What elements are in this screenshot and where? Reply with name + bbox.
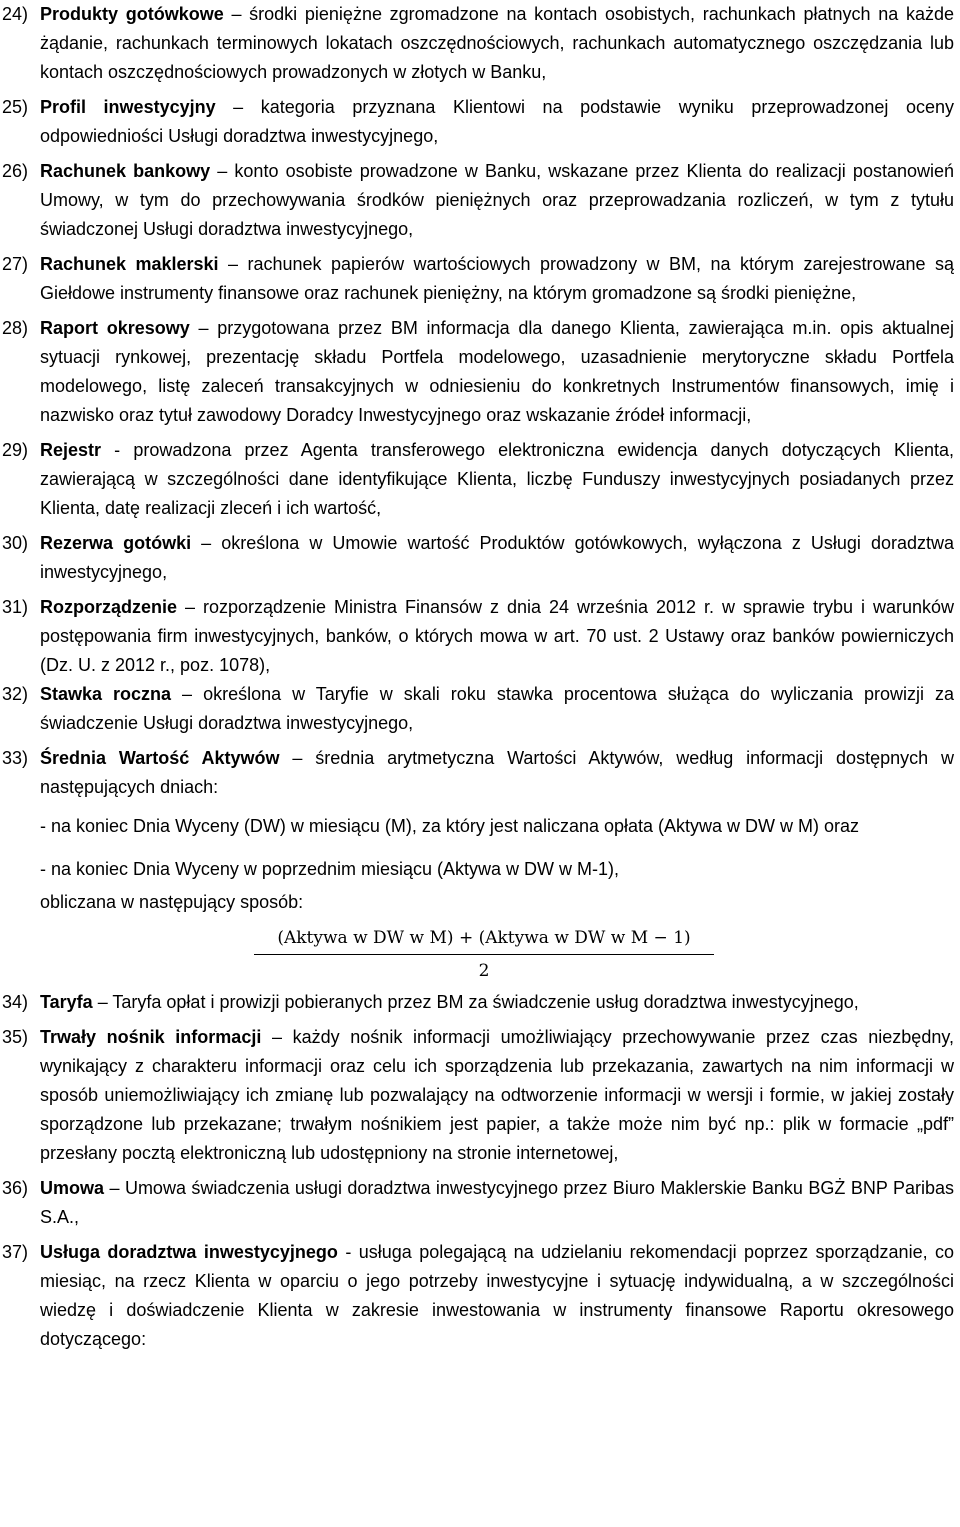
defined-term: Średnia Wartość Aktywów <box>40 748 280 768</box>
definition-29 <box>2 436 954 523</box>
definition-text: – Taryfa opłat i prowizji pobieranych przez BM za świadczenie usług doradztwa inwestycyjnego, <box>92 992 859 1012</box>
defined-term: Rachunek bankowy <box>40 161 211 181</box>
item-number: 26) <box>2 161 29 181</box>
defined-term: Stawka roczna <box>40 684 172 704</box>
item-number: 29) <box>2 440 29 460</box>
definition-text: – rozporządzenie Ministra Finansów z dnia 24 września 2012 r. w sprawie trybu i warunków postępowania firm inwestycyjnych, banków, o których mowa w art. 70 ust. 2 Ustawy oraz banków powierniczych (Dz. U. z 2012 r., poz. 1078), <box>40 597 954 675</box>
definition-text: - prowadzona przez Agenta transferowego elektroniczna ewidencja danych dotyczących Klienta, zawierającą w szczególności dane identyfikujące Klienta, liczbę Funduszy inwestycyjnych posiadanych przez Klienta, datę realizacji zleceń i ich wartość, <box>40 440 954 518</box>
definition-30 <box>2 529 954 587</box>
item-number: 36) <box>2 1178 29 1198</box>
definition-33 <box>2 744 954 802</box>
item-number: 35) <box>2 1027 29 1047</box>
average-assets-formula <box>254 925 714 984</box>
item-number: 27) <box>2 254 29 274</box>
definition-text: - usługa polegającą na udzielaniu rekomendacji poprzez sporządzanie, co miesiąc, na rzecz Klienta w oparciu o jego potrzeby inwestycyjne i sytuację indywidualną, a w szczególności wiedzę i doświadczenie Klienta w zakresie inwestowania w instrumenty finansowe Raportu okresowego dotyczącego: <box>40 1242 955 1349</box>
defined-term: Rozporządzenie <box>40 597 178 617</box>
definition-text: – Umowa świadczenia usługi doradztwa inwestycyjnego przez Biuro Maklerskie Banku BGŻ BNP Paribas S.A., <box>40 1178 954 1227</box>
item-number: 30) <box>2 533 29 553</box>
definition-text: – rachunek papierów wartościowych prowadzony w BM, na którym zarejestrowane są Giełdowe instrumenty finansowe oraz rachunek pieniężny, na którym gromadzone są środki pieniężne, <box>40 254 954 303</box>
formula-denominator: 2 <box>478 961 490 981</box>
definition-34 <box>2 988 954 1017</box>
definition-27 <box>2 250 954 308</box>
defined-term: Rezerwa gotówki <box>40 533 192 553</box>
definition-26 <box>2 157 954 244</box>
formula-numerator: (Aktywa w DW w M) + (Aktywa w DW w M − 1) <box>254 925 714 955</box>
definition-text: – konto osobiste prowadzone w Banku, wskazane przez Klienta do realizacji postanowień Umowy, w tym do przechowywania środków pieniężnych oraz przeprowadzania rozliczeń, w tym z tytułu świadczonej Usługi doradztwa inwestycyjnego, <box>40 161 955 239</box>
sub-point: - na koniec Dnia Wyceny (DW) w miesiącu (M), za który jest naliczana opłata (Aktywa w DW w M) oraz <box>40 816 860 836</box>
defined-term: Taryfa <box>40 992 93 1012</box>
item-number: 31) <box>2 597 29 617</box>
item-number: 28) <box>2 318 29 338</box>
definition-35 <box>2 1023 954 1168</box>
item-number: 32) <box>2 684 29 704</box>
item-number: 37) <box>2 1242 29 1262</box>
definition-25 <box>2 93 954 151</box>
definition-text: – kategoria przyznana Klientowi na podstawie wyniku przeprowadzonej oceny odpowiedniości Usługi doradztwa inwestycyjnego, <box>40 97 955 146</box>
defined-term: Produkty gotówkowe <box>40 4 224 24</box>
sub-point: - na koniec Dnia Wyceny w poprzednim miesiącu (Aktywa w DW w M-1), <box>40 859 619 879</box>
definition-37 <box>2 1238 954 1354</box>
definition-text: – środki pieniężne zgromadzone na kontach osobistych, rachunkach płatnych na każde żądanie, rachunkach terminowych lokatach oszczędnościowych, rachunkach automatycznego oszczędzania lub kontach oszczędnościowych prowadzonych w złotych w Banku, <box>40 4 954 82</box>
definition-text: – określona w Umowie wartość Produktów gotówkowych, wyłączona z Usługi doradztwa inwestycyjnego, <box>40 533 954 582</box>
defined-term: Raport okresowy <box>40 318 190 338</box>
definition-36 <box>2 1174 954 1232</box>
definition-text: – przygotowana przez BM informacja dla danego Klienta, zawierająca m.in. opis aktualnej sytuacji rynkowej, prezentację składu Portfela modelowego, uzasadnienie merytoryczne składu Portfela modelowego, listę zaleceń transakcyjnych w odniesieniu do konkretnych Instrumentów finansowych, imię i nazwisko oraz tytuł zawodowy Doradcy Inwestycyjnego oraz wskazanie źródeł informacji, <box>40 318 954 425</box>
sub-point: obliczana w następujący sposób: <box>40 892 304 912</box>
item-number: 25) <box>2 97 29 117</box>
defined-term: Rejestr <box>40 440 102 460</box>
defined-term: Rachunek maklerski <box>40 254 219 274</box>
item-number: 34) <box>2 992 29 1012</box>
item-number: 33) <box>2 748 29 768</box>
defined-term: Usługa doradztwa inwestycyjnego <box>40 1242 338 1262</box>
defined-term: Profil inwestycyjny <box>40 97 216 117</box>
definition-33-details <box>2 812 954 917</box>
definition-text: – określona w Taryfie w skali roku stawka procentowa służąca do wyliczania prowizji za świadczenie Usługi doradztwa inwestycyjnego, <box>40 684 955 733</box>
definition-31 <box>2 593 954 680</box>
definition-text: – każdy nośnik informacji umożliwiający przechowywanie przez czas niezbędny, wynikający z charakteru informacji oraz celu ich sporządzenia lub przekazania, zawartych na nim informacji w sposób uniemożliwiający ich zmianę lub pozwalający na odtworzenie informacji w wersji i formie, w jakiej zostały sporządzone lub przekazane; trwałym nośnikiem jest papier, a także może nim być np.: plik w formacie „pdf” przesłany pocztą elektroniczną lub udostępniony na stronie internetowej, <box>40 1027 955 1163</box>
defined-term: Trwały nośnik informacji <box>40 1027 262 1047</box>
definition-28 <box>2 314 954 430</box>
item-number: 24) <box>2 4 29 24</box>
definition-24 <box>2 0 954 87</box>
definition-text: – średnia arytmetyczna Wartości Aktywów, według informacji dostępnych w następujących dniach: <box>40 748 954 797</box>
definition-32 <box>2 680 954 738</box>
defined-term: Umowa <box>40 1178 105 1198</box>
